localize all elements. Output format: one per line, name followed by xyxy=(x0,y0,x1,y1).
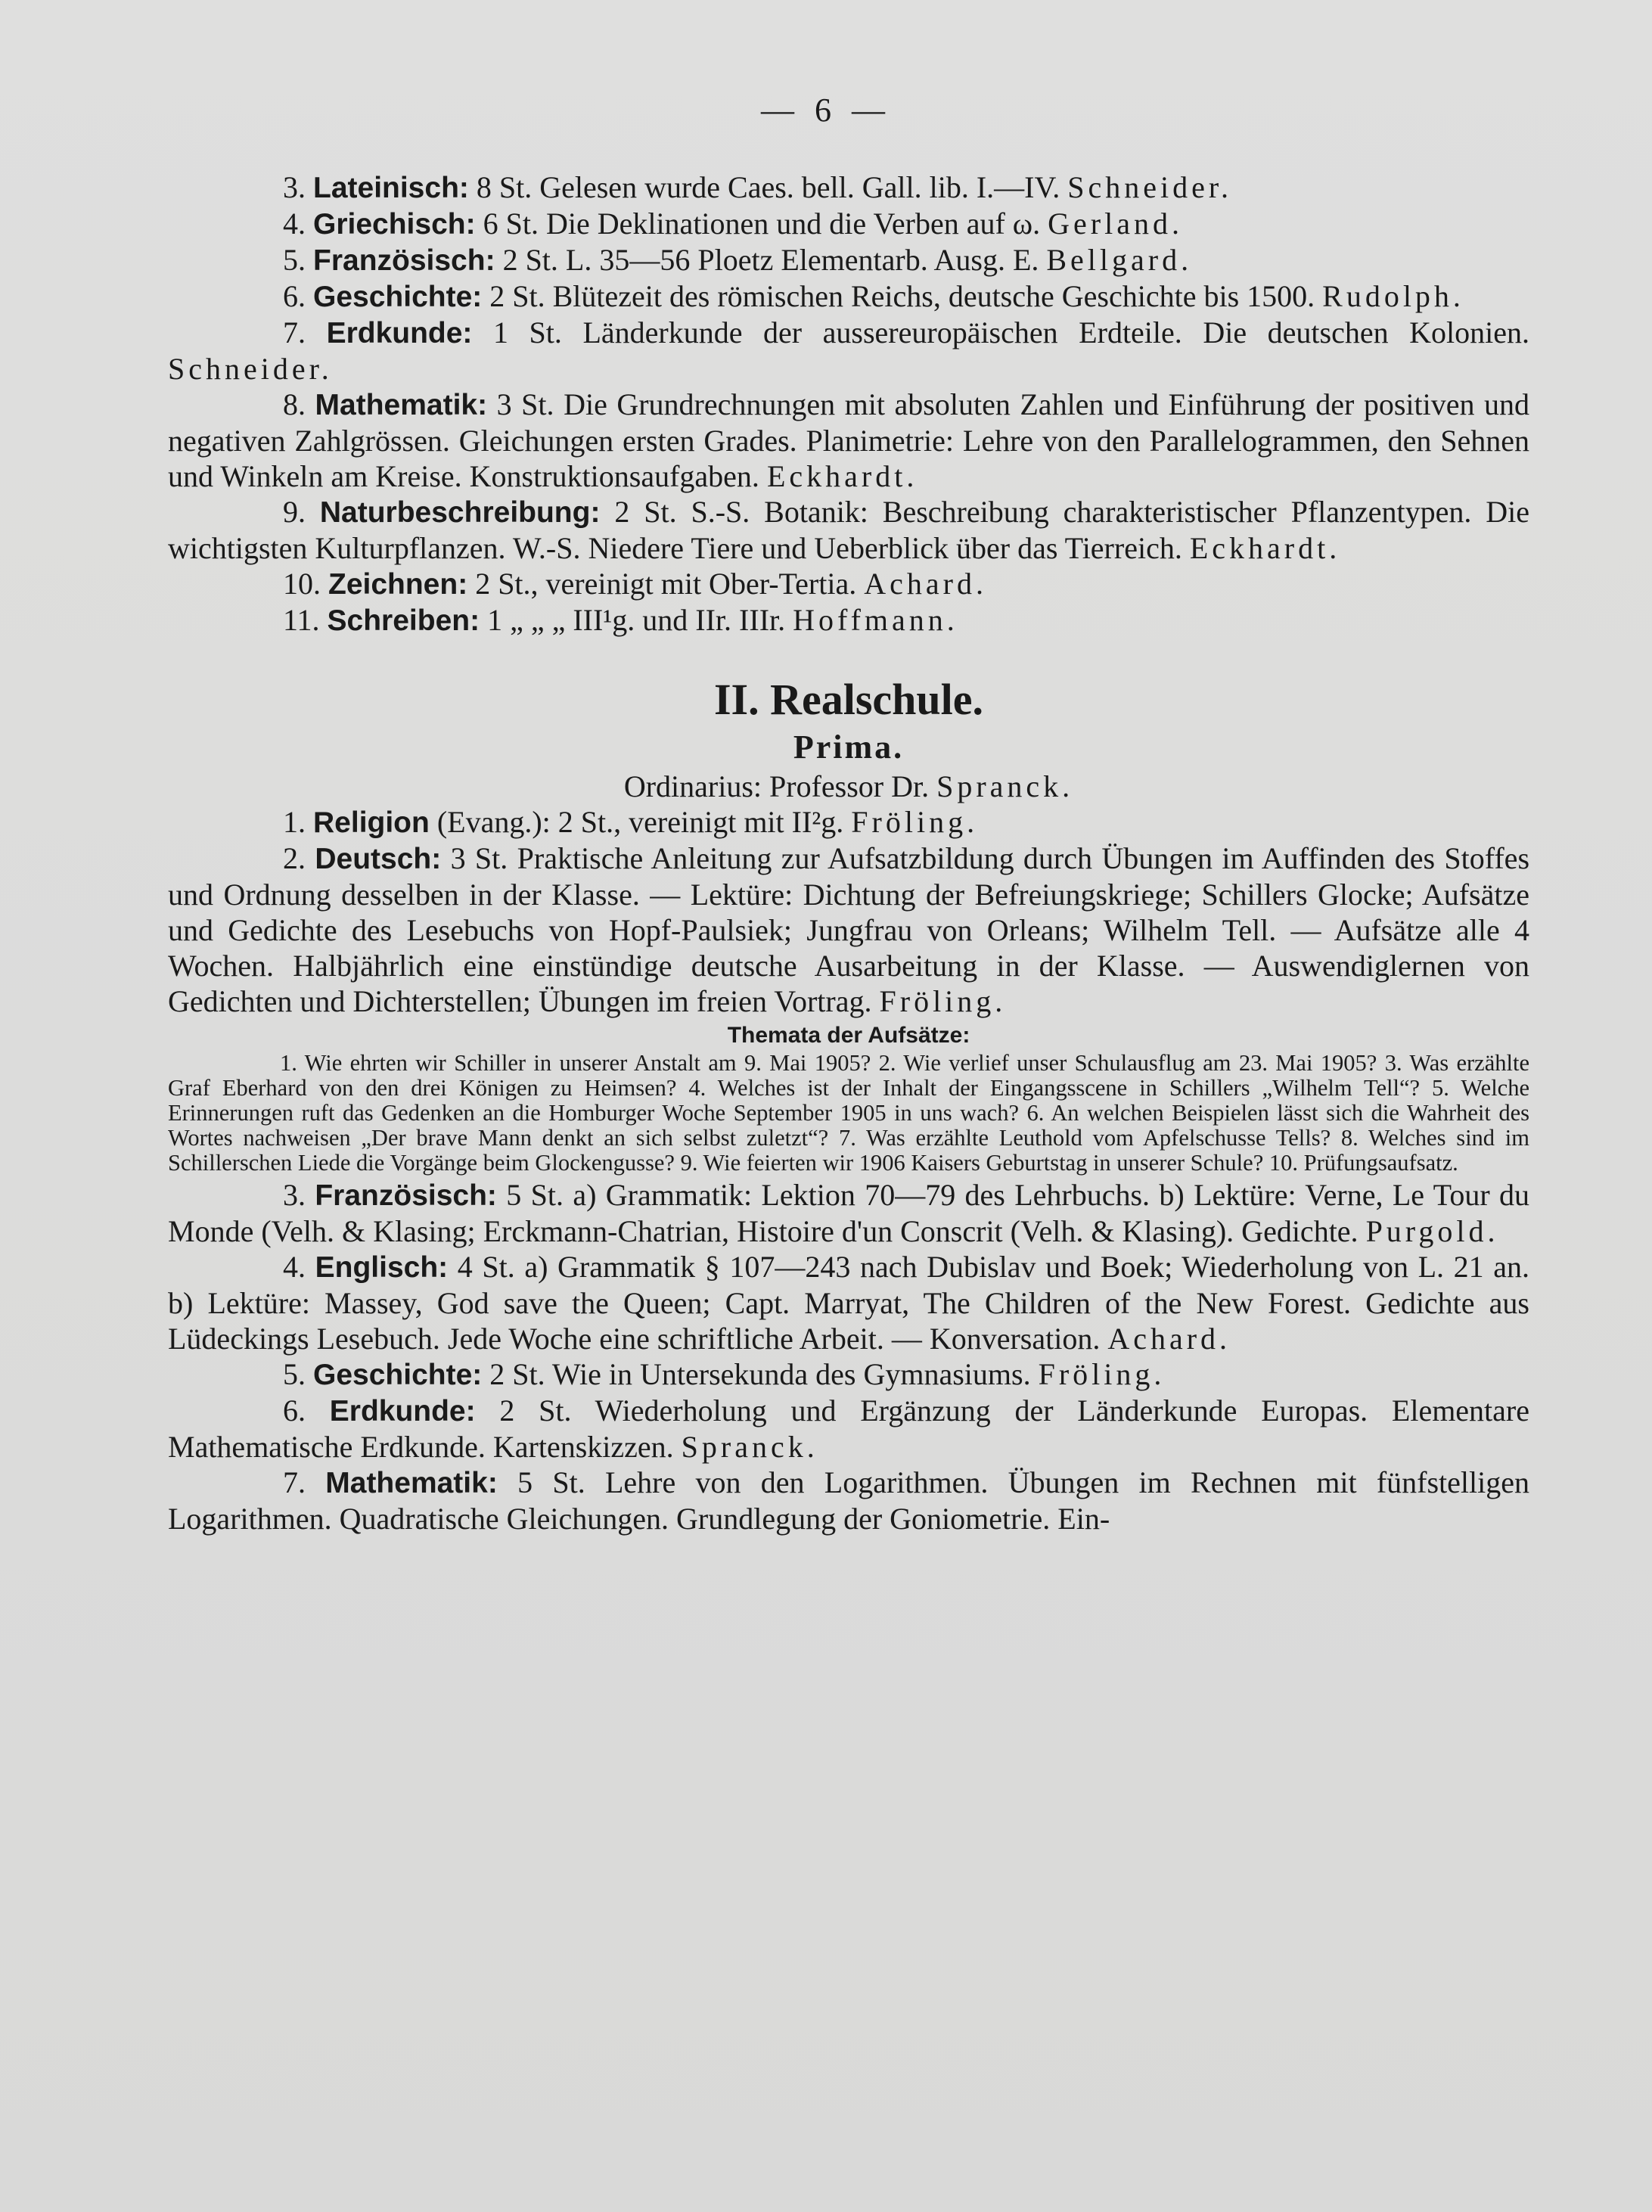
teacher-name: Gerland. xyxy=(1048,207,1183,241)
ordinarius-line: Ordinarius: Professor Dr. Spranck. xyxy=(623,769,1074,803)
teacher-name: Schneider. xyxy=(168,352,333,386)
upper-section xyxy=(168,169,1529,1536)
item-geschichte-realschule: 5. Geschichte: 2 St. Wie in Untersekunda des Gymnasiums. Fröling. xyxy=(283,1357,1166,1391)
item-schreiben: 11. Schreiben: 1 „ „ „ III¹g. und IIr. IIIr. Hoffmann. xyxy=(283,603,958,637)
item-franzoesisch: 5. Französisch: 2 St. L. 35—56 Ploetz Elementarb. Ausg. E. Bellgard. xyxy=(283,243,1193,277)
teacher-name: Bellgard. xyxy=(1046,243,1193,277)
teacher-name: Fröling. xyxy=(1038,1357,1166,1391)
teacher-name: Achard. xyxy=(1107,1322,1231,1356)
themata-list: 1. Wie ehrten wir Schiller in unserer Anstalt am 9. Mai 1905? 2. Wie verlief unser Schulausflug am 23. Mai 1905? 3. Was erzählte Graf Eberhard von den drei Königen zu Heimsen? 4. Welches ist der Inhalt der Eingangsscene in Schillers „Wilhelm Tell“? 5. Welche Erinnerungen ruft das Gedenken an die Homburger Woche September 1905 in uns wach? 6. An welchen Beispielen lässt sich die Wahrheit des Wortes nachweisen „Der brave Mann denkt an sich selbst zuletzt“? 7. Was erzählte Leuthold vom Apfelschusse Tells? 8. Welches sind im Schillerschen Liede die Vorgänge beim Glockengusse? 9. Wie feierten wir 1906 Kaisers Geburtstag in unserer Schule? 10. Prüfungsaufsatz. xyxy=(168,1050,1529,1176)
teacher-name: Schneider. xyxy=(1067,170,1232,204)
teacher-name: Fröling. xyxy=(879,984,1007,1018)
subject-label: Schreiben: xyxy=(327,604,480,637)
item-religion: 1. Religion (Evang.): 2 St., vereinigt mit II²g. Fröling. xyxy=(283,805,979,839)
item-griechisch: 4. Griechisch: 6 St. Die Deklinationen und die Verben auf ω. Gerland. xyxy=(283,207,1183,241)
item-franzoesisch-realschule: 3. Französisch: 5 St. a) Grammatik: Lektion 70—79 des Lehrbuchs. b) Lektüre: Verne, Le Tour du Monde (Velh. & Klasing; Erckmann-Chatrian, Histoire d'un Conscrit (Velh. & Klasing). Gedichte. Purgold. xyxy=(168,1178,1529,1248)
subject-label: Zeichnen: xyxy=(328,568,468,601)
subject-label: Englisch: xyxy=(315,1251,449,1284)
item-englisch: 4. Englisch: 4 St. a) Grammatik § 107—243 nach Dubislav und Boek; Wiederholung von L. 21 an. b) Lektüre: Massey, God save the Queen; Capt. Marryat, The Children of the New Forest. Gedichte aus Lüdeckings Lesebuch. Jede Woche eine schriftliche Arbeit. — Konversation. Achard. xyxy=(168,1250,1530,1356)
themata-title: Themata der Aufsätze: xyxy=(727,1023,970,1048)
ordinarius-name: Spranck. xyxy=(936,769,1074,803)
item-erdkunde-realschule: 6. Erdkunde: 2 St. Wiederholung und Ergänzung der Länderkunde Europas. Elementare Mathematische Erdkunde. Kartenskizzen. Spranck. xyxy=(168,1393,1530,1464)
item-latein: 3. Lateinisch: 8 St. Gelesen wurde Caes. bell. Gall. lib. I.—IV. Schneider. xyxy=(283,170,1232,204)
page-number: — 6 — xyxy=(761,92,891,129)
subject-label: Lateinisch: xyxy=(313,172,469,204)
teacher-name: Eckhardt. xyxy=(766,459,918,493)
subject-label: Erdkunde: xyxy=(326,317,473,350)
teacher-name: Fröling. xyxy=(851,805,979,839)
teacher-name: Spranck. xyxy=(681,1430,818,1464)
class-title: Prima. xyxy=(793,729,905,766)
subject-label: Naturbeschreibung: xyxy=(319,496,601,529)
subject-label: Religion xyxy=(313,806,430,839)
item-geschichte: 6. Geschichte: 2 St. Blütezeit des römischen Reichs, deutsche Geschichte bis 1500. Rudolph. xyxy=(283,279,1464,313)
item-mathematik: 8. Mathematik: 3 St. Die Grundrechnungen mit absoluten Zahlen und Einführung der positiven und negativen Zahlgrössen. Gleichungen ersten Grades. Planimetrie: Lehre von den Parallelogrammen, den Sehnen und Winkeln am Kreise. Konstruktionsaufgaben. Eckhardt. xyxy=(168,387,1530,493)
subject-label: Erdkunde: xyxy=(329,1395,476,1428)
item-zeichnen: 10. Zeichnen: 2 St., vereinigt mit Ober-Tertia. Achard. xyxy=(283,567,987,601)
section-title: II. Realschule. xyxy=(713,675,984,724)
subject-label: Mathematik: xyxy=(325,1467,498,1499)
teacher-name: Hoffmann. xyxy=(793,603,958,637)
subject-label: Geschichte: xyxy=(313,281,483,313)
item-deutsch: 2. Deutsch: 3 St. Praktische Anleitung zur Aufsatzbildung durch Übungen im Auffinden des Stoffes und Ordnung desselben in der Klasse. — Lektüre: Dichtung der Befreiungskriege; Schillers Glocke; Aufsätze und Gedichte des Lesebuchs von Hopf-Paulsiek; Jungfrau von Orleans; Wilhelm Tell. — Aufsätze alle 4 Wochen. Halbjährlich eine einstündige deutsche Ausarbeitung in der Klasse. — Auswendiglernen von Gedichten und Dichterstellen; Übungen im freien Vortrag. Fröling. xyxy=(168,841,1530,1018)
item-mathematik-realschule: 7. Mathematik: 5 St. Lehre von den Logarithmen. Übungen im Rechnen mit fünfstelligen Logarithmen. Quadratische Gleichungen. Grundlegung der Goniometrie. Ein- xyxy=(168,1465,1530,1536)
subject-label: Geschichte: xyxy=(313,1359,483,1391)
subject-label: Französisch: xyxy=(315,1179,497,1212)
teacher-name: Eckhardt. xyxy=(1189,531,1341,565)
item-naturbeschreibung: 9. Naturbeschreibung: 2 St. S.-S. Botanik: Beschreibung charakteristischer Pflanzentypen. Die wichtigsten Kulturpflanzen. W.-S. Niedere Tiere und Ueberblick über das Tierreich. Eckhardt. xyxy=(168,495,1530,565)
teacher-name: Rudolph. xyxy=(1322,279,1464,313)
item-erdkunde: 7. Erdkunde: 1 St. Länderkunde der aussereuropäischen Erdteile. Die deutschen Kolonien. Schneider. xyxy=(168,315,1530,386)
subject-label: Französisch: xyxy=(313,244,495,277)
teacher-name: Achard. xyxy=(864,567,987,601)
subject-label: Mathematik: xyxy=(315,389,488,421)
teacher-name: Purgold. xyxy=(1365,1214,1499,1248)
subject-label: Deutsch: xyxy=(315,843,442,875)
subject-label: Griechisch: xyxy=(313,208,476,241)
